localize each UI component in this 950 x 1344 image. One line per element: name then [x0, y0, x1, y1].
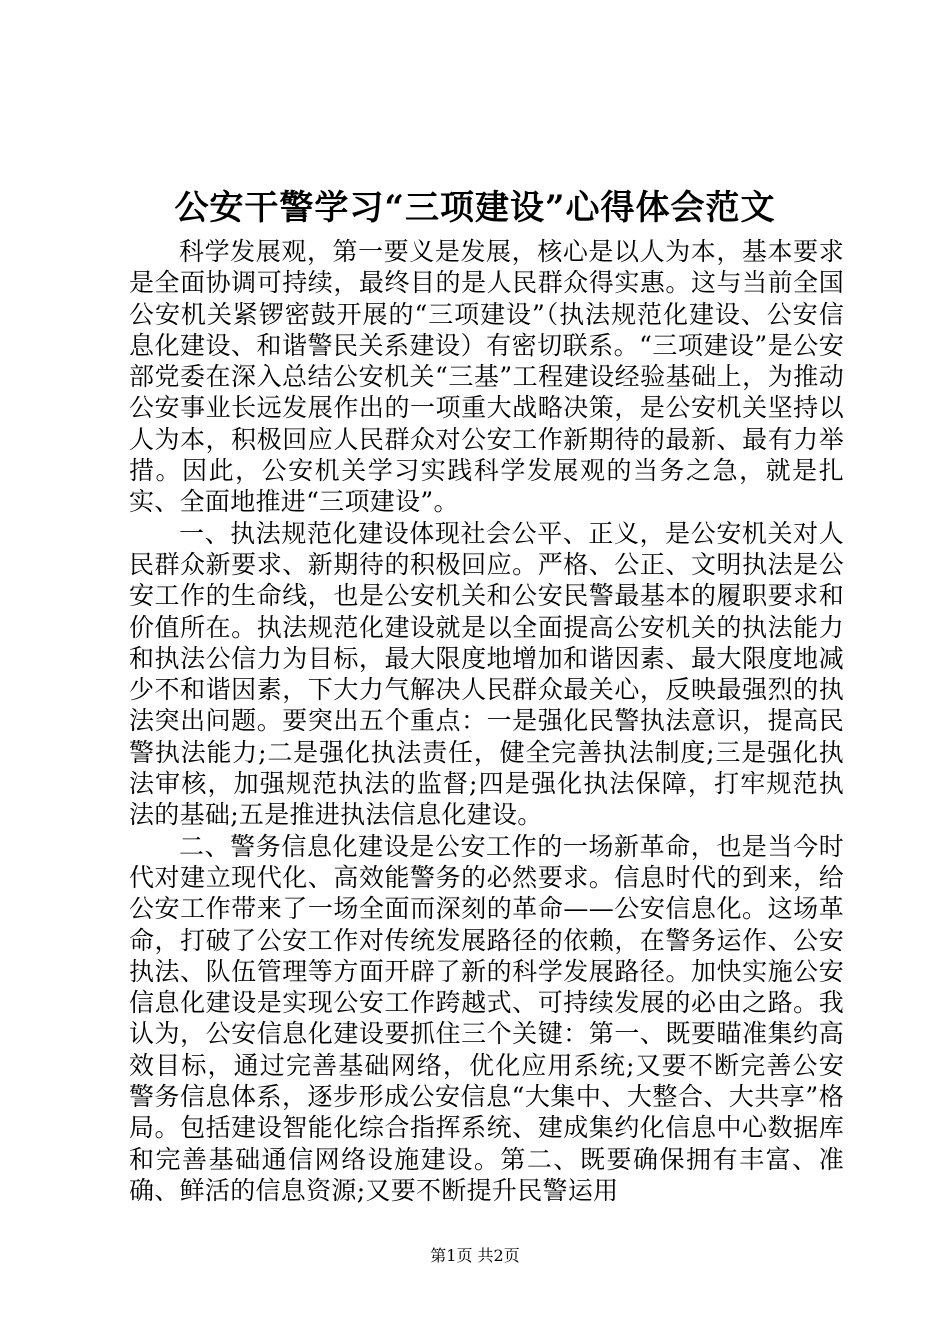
paragraph-informatization: 二、警务信息化建设是公安工作的一场新革命，也是当今时代对建立现代化、高效能警务的必然要求。信息时代的到来，给公安工作带来了一场全面而深刻的革命——公安信息化。这场革命，打破了公安工作对传统发展路径的依赖，在警务运作、公安执法、队伍管理等方面开辟了新的科学发展路径。加快实施公安信息化建设是实现公安工作跨越式、可持续发展的必由之路。我认为，公安信息化建设要抓住三个关键：第一、既要瞄准集约高效目标，通过完善基础网络，优化应用系统;又要不断完善公安警务信息体系，逐步形成公安信息“大集中、大整合、大共享”格局。包括建设智能化综合指挥系统、建成集约化信息中心数据库和完善基础通信网络设施建设。第二、既要确保拥有丰富、准确、鲜活的信息资源;又要不断提升民警运用	[129, 831, 844, 1205]
document-body	[129, 236, 844, 1206]
page-footer: 第1页 共2页	[430, 1246, 520, 1265]
document-title: 公安干警学习“三项建设”心得体会范文	[174, 188, 776, 228]
paragraph-intro: 科学发展观，第一要义是发展，核心是以人为本，基本要求是全面协调可持续，最终目的是人民群众得实惠。这与当前全国公安机关紧锣密鼓开展的“三项建设”（执法规范化建设、公安信息化建设、和谐警民关系建设）有密切联系。“三项建设”是公安部党委在深入总结公安机关“三基”工程建设经验基础上，为推动公安事业长远发展作出的一项重大战略决策，是公安机关坚持以人为本，积极回应人民群众对公安工作新期待的最新、最有力举措。因此，公安机关学习实践科学发展观的当务之急，就是扎实、全面地推进“三项建设”。	[129, 237, 844, 517]
paragraph-law-enforcement: 一、执法规范化建设体现社会公平、正义，是公安机关对人民群众新要求、新期待的积极回应。严格、公正、文明执法是公安工作的生命线，也是公安机关和公安民警最基本的履职要求和价值所在。执法规范化建设就是以全面提高公安机关的执法能力和执法公信力为目标，最大限度地增加和谐因素、最大限度地减少不和谐因素，下大力气解决人民群众最关心，反映最强烈的执法突出问题。要突出五个重点：一是强化民警执法意识，提高民警执法能力;二是强化执法责任，健全完善执法制度;三是强化执法审核，加强规范执法的监督;四是强化执法保障，打牢规范执法的基础;五是推进执法信息化建设。	[129, 518, 844, 830]
